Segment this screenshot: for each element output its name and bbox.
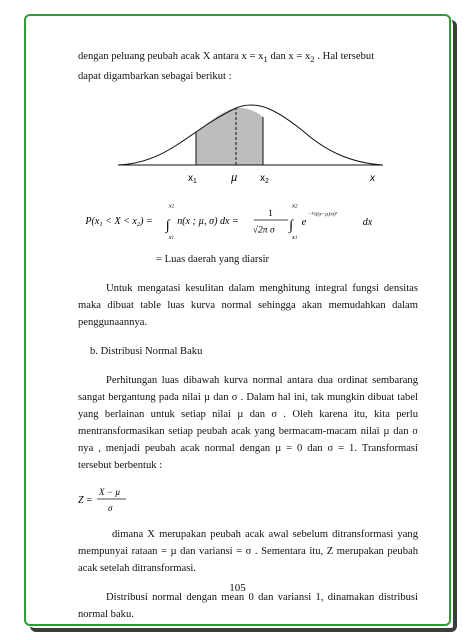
intro-sub-1: 1 xyxy=(263,54,268,65)
label-x1: $x_1$ xyxy=(188,173,197,186)
int-lower: x1 xyxy=(168,234,174,242)
intro-sub-2: 2 xyxy=(310,54,315,65)
intro-paragraph xyxy=(78,48,418,85)
probability-formula xyxy=(78,199,418,243)
intro-text-4: dapat digambarkan sebagai berikut : xyxy=(78,71,232,83)
z-num: X − µ xyxy=(99,487,121,498)
integral-sign-2: ∫ xyxy=(289,217,294,234)
shaded-area xyxy=(196,108,263,165)
frac-num: 1 xyxy=(268,208,273,220)
paragraph-3: dimana X merupakan peubah acak awal sebelum ditransformasi yang mempunyai rataan = µ dan variansi = σ . Sementara itu, Z merupakan peubah acak setelah ditransformasi. xyxy=(78,529,418,575)
paragraph-4: Distribusi normal dengan mean 0 dan variansi 1, dinamakan distribusi normal baku. xyxy=(78,592,418,621)
intro-text-2: dan x = x xyxy=(267,51,311,62)
section-heading-b: b. Distribusi Normal Baku xyxy=(90,346,203,358)
integral-sign-1: ∫ xyxy=(165,217,170,234)
label-x-axis: x xyxy=(370,173,375,185)
z-formula xyxy=(78,482,418,518)
z-lhs: Z = xyxy=(78,495,93,507)
label-x2: $x_2$ xyxy=(260,173,269,186)
int2-lower: x1 xyxy=(292,234,298,242)
z-den: σ xyxy=(108,503,113,514)
label-mu: µ xyxy=(231,172,238,185)
page-content xyxy=(78,48,418,623)
exponent: −½((x−µ)/σ)² xyxy=(308,211,338,218)
exp-base: e xyxy=(301,216,307,228)
area-caption: = Luas daerah yang diarsir xyxy=(156,254,270,266)
normal-curve-figure xyxy=(78,91,418,191)
integrand: n(x ; µ, σ) dx = xyxy=(177,215,239,227)
intro-text-3: . Hal tersebut xyxy=(314,51,375,62)
paragraph-1: Untuk mengatasi kesulitan dalam menghitung integral fungsi densitas maka dibuat table luas kurva normal sehingga akan memudahkan dalam penggunaannya. xyxy=(78,283,418,329)
formula-dx: dx xyxy=(362,216,373,228)
intro-text-1: dengan peluang peubah acak X antara x = x xyxy=(78,51,264,62)
frac-den: √2π σ xyxy=(252,224,275,236)
formula-lhs: P(x1 < X < x2) = xyxy=(85,215,153,228)
page-number: 105 xyxy=(229,582,246,594)
paragraph-2: Perhitungan luas dibawah kurva normal antara dua ordinat sembarang sangat bergantung pada nilai µ dan σ . Dalam hal ini, tak mungkin dibuat tabel yang berlainan untuk setiap nilai µ dan σ . Oleh karena itu, kita perlu mentransformasikan setiap peubah acak yang bermacam-macam nilai µ dan σ nya , menjadi peubah acak normal dengan µ = 0 dan σ = 1. Transformasi tersebut berbentuk : xyxy=(78,375,418,472)
int2-upper: x2 xyxy=(292,202,298,210)
int-upper: x2 xyxy=(168,202,174,210)
